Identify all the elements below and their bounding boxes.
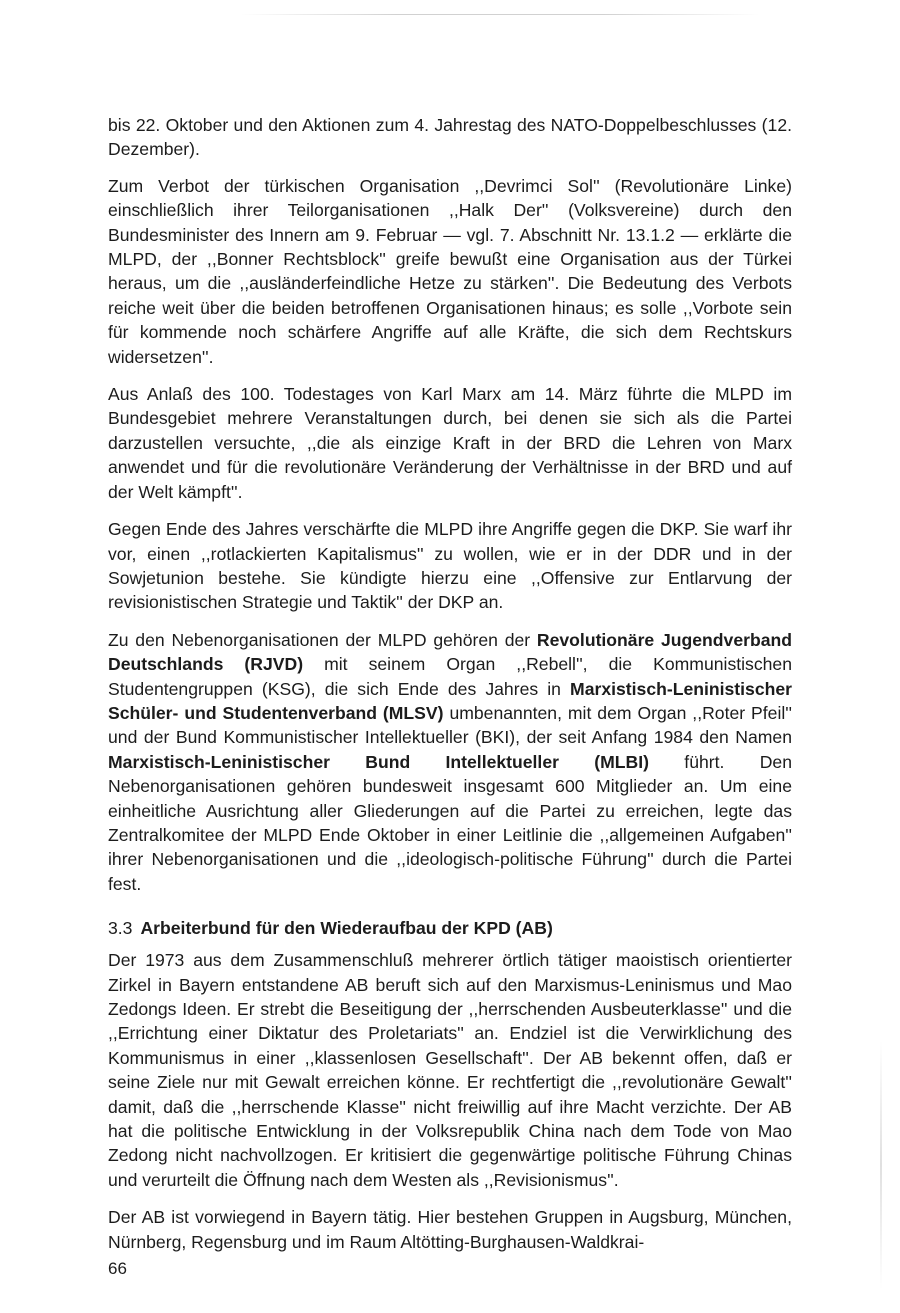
section-heading	[108, 916, 792, 940]
text-run: umbenannten, mit dem Organ ,,Roter Pfeil'' und der Bund Kommunistischer Intellektueller (BKI), der seit Anfang 1984 den Namen	[108, 702, 792, 748]
org-name-mlbi: Marxistisch-Leninistischer Bund Intellektueller (MLBI)	[108, 751, 649, 772]
org-name-mlsv: Marxistisch-Leninistischer Schüler- und Studentenverband (MLSV)	[108, 678, 792, 723]
paragraph-nebenorganisationen	[108, 628, 792, 896]
page-number: 66	[108, 1259, 127, 1278]
body-text	[108, 113, 792, 1267]
section-title: Arbeiterbund für den Wiederaufbau der KPD (AB)	[140, 918, 553, 939]
text-run: Zu den Nebenorganisationen der MLPD gehören der	[108, 629, 537, 650]
paragraph-karl-marx: Aus Anlaß des 100. Todestages von Karl Marx am 14. März führte die MLPD im Bundesgebiet mehrere Veranstaltungen durch, bei denen sie sich als die Partei darzustellen versuchte, ,,die als einzige Kraft in der BRD die Lehren von Marx anwendet und für die revolutionäre Veränderung der Verhältnisse in der BRD und auf der Welt kämpft''.	[108, 384, 792, 502]
paragraph-ab-groups: Der AB ist vorwiegend in Bayern tätig. Hier bestehen Gruppen in Augsburg, München, Nürnberg, Regensburg und im Raum Altötting-Burghausen-Waldkrai-	[108, 1207, 792, 1252]
text-run: führt. Den Nebenorganisationen gehören bundesweit insgesamt 600 Mitglieder an. Um eine einheitliche Ausrichtung aller Gliederungen auf die Partei zu erreichen, legte das Zentralkomitee der MLPD Ende Oktober in einer Leitlinie die ,,allgemeinen Aufgaben'' ihrer Nebenorganisationen und die ,,ideologisch-politische Führung'' durch die Partei fest.	[108, 751, 792, 894]
paragraph-ab-description: Der 1973 aus dem Zusammenschluß mehrerer örtlich tätiger maoistisch orientierter Zirkel in Bayern entstandene AB beruft sich auf den Marxismus-Leninismus und Mao Zedongs Ideen. Er strebt die Beseitigung der ,,herrschenden Ausbeuterklasse'' und die ,,Errichtung einer Diktatur des Proletariats'' an. Endziel ist die Verwirklichung des Kommunismus in einer ,,klassenlosen Gesellschaft''. Der AB bekennt offen, daß er seine Ziele nur mit Gewalt erreichen könne. Er rechtfertigt die ,,revolutionäre Gewalt'' damit, daß die ,,herrschende Klasse'' nicht freiwillig auf ihre Macht verzichte. Der AB hat die politische Entwicklung in der Volksrepublik China nach dem Tode von Mao Zedong nicht nachvollzogen. Er kritisiert die gegenwärtige politische Führung Chinas und verurteilt die Öffnung nach dem Westen als ,,Revisionismus''.	[108, 950, 792, 1190]
scan-top-shadow	[240, 14, 760, 15]
text-run: mit seinem Organ ,,Rebell'', die Kommunistischen Studentengruppen (KSG), die sich Ende des Jahres in	[108, 654, 792, 699]
paragraph-1: bis 22. Oktober und den Aktionen zum 4. Jahrestag des NATO-Doppelbeschlusses (12. Dezember).	[108, 115, 792, 160]
section-number: 3.3	[108, 918, 133, 939]
scan-right-shadow	[880, 1040, 882, 1290]
paragraph-devrimci-sol: Zum Verbot der türkischen Organisation ,,Devrimci Sol'' (Revolutionäre Linke) einschließlich ihrer Teilorganisationen ,,Halk Der'' (Volksvereine) durch den Bundesminister des Innern am 9. Februar — vgl. 7. Abschnitt Nr. 13.1.2 — erklärte die MLPD, der ,,Bonner Rechtsblock'' greife bewußt eine Organisation aus der Türkei heraus, um die ,,ausländerfeindliche Hetze zu stärken''. Die Bedeutung des Verbots reiche weit über die beiden betroffenen Organisationen hinaus; es solle ,,Vorbote sein für kommende noch schärfere Angriffe auf alle Kräfte, die sich dem Rechtskurs widersetzen''.	[108, 175, 792, 367]
org-name-rjvd: Revolutionäre Jugendverband Deutschlands (RJVD)	[108, 629, 792, 675]
paragraph-dkp: Gegen Ende des Jahres verschärfte die MLPD ihre Angriffe gegen die DKP. Sie warf ihr vor, einen ,,rotlackierten Kapitalismus'' zu wollen, wie er in der DDR und in der Sowjetunion bestehe. Sie kündigte hierzu eine ,,Offensive zur Entlarvung der revisionistischen Strategie und Taktik'' der DKP an.	[108, 519, 792, 613]
